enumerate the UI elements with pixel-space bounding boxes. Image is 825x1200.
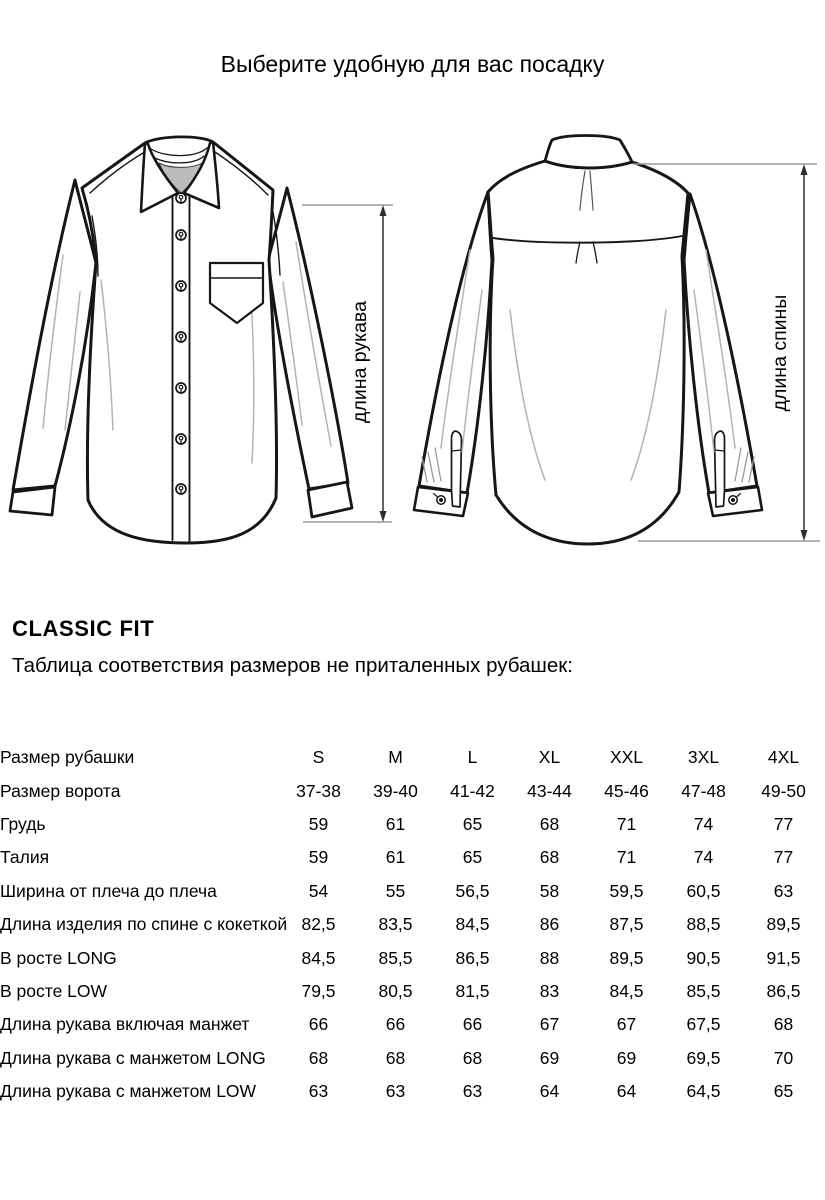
table-row — [0, 741, 825, 774]
size-cell: M — [388, 747, 403, 768]
table-row — [0, 774, 825, 807]
size-cell: 91,5 — [766, 947, 801, 968]
section-subtitle: Таблица соответствия размеров не приталенных рубашек: — [12, 654, 573, 677]
size-cell: 87,5 — [609, 914, 644, 935]
size-cell: 47-48 — [681, 780, 726, 801]
size-cell: 82,5 — [301, 914, 336, 935]
size-cell: 77 — [773, 847, 794, 868]
size-cell: 67,5 — [686, 1014, 721, 1035]
size-cell: XXL — [609, 747, 644, 768]
row-label: Длина рукава с манжетом LOW — [0, 1081, 257, 1102]
table-row — [0, 1075, 825, 1108]
row-label: В росте LOW — [0, 980, 108, 1001]
row-label: Длина рукава с манжетом LONG — [0, 1047, 266, 1068]
size-cell: 68 — [539, 813, 560, 834]
size-cell: 63 — [385, 1081, 406, 1102]
size-cell: 69,5 — [686, 1047, 721, 1068]
size-cell: 68 — [308, 1047, 329, 1068]
row-label: Размер рубашки — [0, 747, 135, 768]
size-cell: 88 — [539, 947, 560, 968]
table-row — [0, 1008, 825, 1041]
back-length-label: длина спины — [769, 294, 791, 412]
size-cell: 67 — [616, 1014, 637, 1035]
size-cell: 61 — [385, 813, 406, 834]
size-cell: 84,5 — [301, 947, 336, 968]
size-cell: 68 — [385, 1047, 406, 1068]
size-cell: 89,5 — [609, 947, 644, 968]
size-cell: 68 — [773, 1014, 794, 1035]
shirt-figure — [0, 130, 825, 610]
row-label: Длина изделия по спине с кокеткой — [0, 914, 288, 935]
size-cell: 61 — [385, 847, 406, 868]
size-cell: 65 — [462, 847, 483, 868]
size-cell: 74 — [693, 847, 714, 868]
size-cell: 74 — [693, 813, 714, 834]
size-cell: 88,5 — [686, 914, 721, 935]
front-shirt-drawing — [10, 137, 352, 543]
size-cell: 60,5 — [686, 880, 721, 901]
section-heading: CLASSIC FIT — [12, 616, 155, 641]
size-cell: 85,5 — [686, 980, 721, 1001]
size-cell: 49-50 — [761, 780, 806, 801]
row-label: Ширина от плеча до плеча — [0, 880, 217, 901]
size-cell: S — [312, 747, 325, 768]
row-label: Талия — [0, 847, 50, 868]
table-row — [0, 941, 825, 974]
page-title: Выберите удобную для вас посадку — [220, 51, 605, 77]
size-cell: 56,5 — [455, 880, 490, 901]
size-cell: 77 — [773, 813, 794, 834]
size-cell: 86,5 — [455, 947, 490, 968]
size-cell: 4XL — [767, 747, 800, 768]
size-cell: 66 — [308, 1014, 329, 1035]
size-cell: 55 — [385, 880, 406, 901]
size-cell: 59 — [308, 847, 329, 868]
size-cell: 68 — [539, 847, 560, 868]
row-label: Размер ворота — [0, 780, 121, 801]
size-cell: 83,5 — [378, 914, 413, 935]
size-cell: 58 — [539, 880, 560, 901]
size-cell: 65 — [773, 1081, 794, 1102]
size-cell: 85,5 — [378, 947, 413, 968]
table-row — [0, 975, 825, 1008]
size-cell: 54 — [308, 880, 329, 901]
size-cell: 70 — [773, 1047, 794, 1068]
row-label: В росте LONG — [0, 947, 117, 968]
size-cell: 79,5 — [301, 980, 336, 1001]
size-cell: 39-40 — [373, 780, 418, 801]
size-cell: 67 — [539, 1014, 560, 1035]
size-cell: 86 — [539, 914, 560, 935]
table-row — [0, 908, 825, 941]
sleeve-length-label: длина рукава — [349, 301, 371, 423]
size-cell: 84,5 — [609, 980, 644, 1001]
size-cell: 83 — [539, 980, 560, 1001]
back-shirt-drawing — [414, 136, 762, 545]
size-cell: 64 — [616, 1081, 637, 1102]
size-cell: 80,5 — [378, 980, 413, 1001]
size-cell: 66 — [462, 1014, 483, 1035]
table-row — [0, 875, 825, 908]
size-cell: 86,5 — [766, 980, 801, 1001]
size-cell: 65 — [462, 813, 483, 834]
size-cell: 69 — [539, 1047, 560, 1068]
size-cell: 64,5 — [686, 1081, 721, 1102]
size-cell: 37-38 — [296, 780, 341, 801]
row-label: Длина рукава включая манжет — [0, 1014, 250, 1035]
size-cell: 90,5 — [686, 947, 721, 968]
size-cell: L — [467, 747, 478, 768]
table-row — [0, 841, 825, 874]
size-cell: 69 — [616, 1047, 637, 1068]
size-cell: 45-46 — [604, 780, 649, 801]
size-cell: 64 — [539, 1081, 560, 1102]
size-cell: 71 — [616, 813, 637, 834]
size-cell: XL — [538, 747, 561, 768]
size-cell: 63 — [773, 880, 794, 901]
size-table — [0, 741, 825, 1108]
size-cell: 63 — [462, 1081, 483, 1102]
size-cell: 59 — [308, 813, 329, 834]
size-cell: 41-42 — [450, 780, 495, 801]
size-cell: 43-44 — [527, 780, 572, 801]
table-row — [0, 1042, 825, 1075]
row-label: Грудь — [0, 813, 46, 834]
size-cell: 71 — [616, 847, 637, 868]
size-cell: 3XL — [687, 747, 720, 768]
size-cell: 81,5 — [455, 980, 490, 1001]
size-cell: 59,5 — [609, 880, 644, 901]
size-cell: 68 — [462, 1047, 483, 1068]
table-row — [0, 808, 825, 841]
size-cell: 66 — [385, 1014, 406, 1035]
size-cell: 89,5 — [766, 914, 801, 935]
size-cell: 63 — [308, 1081, 329, 1102]
size-cell: 84,5 — [455, 914, 490, 935]
